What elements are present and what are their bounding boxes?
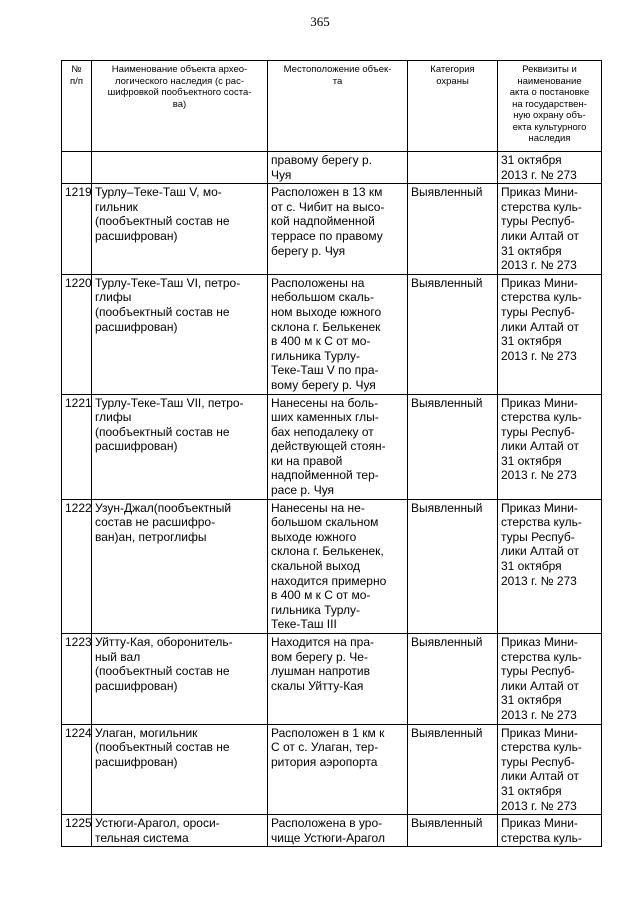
cell-num: 1224 xyxy=(62,724,92,815)
cell-location: Находится на пра- вом берегу р. Че- лушман напротив скалы Уйтту-Кая xyxy=(268,634,408,725)
table-row xyxy=(62,184,602,275)
cell-document: Приказ Мини- стерства куль- туры Респуб- лики Алтай от 31 октября 2013 г. № 273 xyxy=(498,724,602,815)
header-num: № п/п xyxy=(62,61,92,152)
cell-document: Приказ Мини- стерства куль- туры Респуб- лики Алтай от 31 октября 2013 г. № 273 xyxy=(498,634,602,725)
cell-name: Турлу-Теке-Таш VI, петро- глифы (пообъектный состав не расшифрован) xyxy=(92,274,268,394)
heritage-registry-table xyxy=(61,60,602,847)
cell-category: Выявленный xyxy=(408,815,498,847)
cell-document: Приказ Мини- стерства куль- xyxy=(498,815,602,847)
table-row xyxy=(62,634,602,725)
cell-name: Улаган, могильник (пообъектный состав не расшифрован) xyxy=(92,724,268,815)
cell-location: Расположены на небольшом скаль- ном выходе южного склона г. Белькенек в 400 м к С от мо- гильника Турлу- Теке-Таш V по пра- вому берегу р. Чуя xyxy=(268,274,408,394)
cell-num xyxy=(62,152,92,184)
cell-num: 1220 xyxy=(62,274,92,394)
table-row xyxy=(62,499,602,633)
page-number: 365 xyxy=(310,14,330,29)
cell-document: 31 октября 2013 г. № 273 xyxy=(498,152,602,184)
table-row xyxy=(62,152,602,184)
table-row xyxy=(62,394,602,499)
cell-document: Приказ Мини- стерства куль- туры Респуб- лики Алтай от 31 октября 2013 г. № 273 xyxy=(498,184,602,275)
cell-num: 1219 xyxy=(62,184,92,275)
header-document: Реквизиты и наименование акта о постановке на государствен- ную охрану объ- екта культурного наследия xyxy=(498,61,602,152)
header-category: Категория охраны xyxy=(408,61,498,152)
table-row xyxy=(62,274,602,394)
cell-category: Выявленный xyxy=(408,724,498,815)
header-name: Наименование объекта архео- логического наследия (с рас- шифровкой пообъектного соста- ва) xyxy=(92,61,268,152)
cell-category: Выявленный xyxy=(408,184,498,275)
cell-name: Уйтту-Кая, оборонитель- ный вал (пообъектный состав не расшифрован) xyxy=(92,634,268,725)
cell-location: Нанесены на боль- ших каменных глы- бах неподалеку от действующей стоян- ки на правой надпойменной тер- расе р. Чуя xyxy=(268,394,408,499)
cell-category: Выявленный xyxy=(408,394,498,499)
cell-name xyxy=(92,152,268,184)
cell-document: Приказ Мини- стерства куль- туры Респуб- лики Алтай от 31 октября 2013 г. № 273 xyxy=(498,499,602,633)
cell-location: правому берегу р. Чуя xyxy=(268,152,408,184)
cell-category: Выявленный xyxy=(408,499,498,633)
cell-location: Нанесены на не- большом скальном выходе южного склона г. Белькенек, скальной выход находится примерно в 400 м к С от мо- гильника Турлу- Теке-Таш III xyxy=(268,499,408,633)
cell-num: 1225 xyxy=(62,815,92,847)
cell-name: Турлу-Теке-Таш VII, петро- глифы (пообъектный состав не расшифрован) xyxy=(92,394,268,499)
cell-category: Выявленный xyxy=(408,634,498,725)
cell-location: Расположена в уро- чище Устюги-Арагол xyxy=(268,815,408,847)
cell-num: 1221 xyxy=(62,394,92,499)
table-row xyxy=(62,724,602,815)
cell-num: 1223 xyxy=(62,634,92,725)
cell-name: Устюги-Арагол, ороси- тельная система xyxy=(92,815,268,847)
cell-num: 1222 xyxy=(62,499,92,633)
table-row xyxy=(62,815,602,847)
cell-location: Расположен в 1 км к С от с. Улаган, тер- ритория аэропорта xyxy=(268,724,408,815)
cell-category: Выявленный xyxy=(408,274,498,394)
cell-name: Турлу–Теке-Таш V, мо- гильник (пообъектный состав не расшифрован) xyxy=(92,184,268,275)
cell-document: Приказ Мини- стерства куль- туры Респуб- лики Алтай от 31 октября 2013 г. № 273 xyxy=(498,394,602,499)
cell-category xyxy=(408,152,498,184)
cell-location: Расположен в 13 км от с. Чибит на высо- кой надпойменной террасе по правому берегу р. Чуя xyxy=(268,184,408,275)
table-header-row xyxy=(62,61,602,152)
table-body xyxy=(62,152,602,847)
cell-document: Приказ Мини- стерства куль- туры Респуб- лики Алтай от 31 октября 2013 г. № 273 xyxy=(498,274,602,394)
header-location: Местоположение объек- та xyxy=(268,61,408,152)
cell-name: Узун-Джал(пообъектный состав не расшифро- ван)ан, петроглифы xyxy=(92,499,268,633)
